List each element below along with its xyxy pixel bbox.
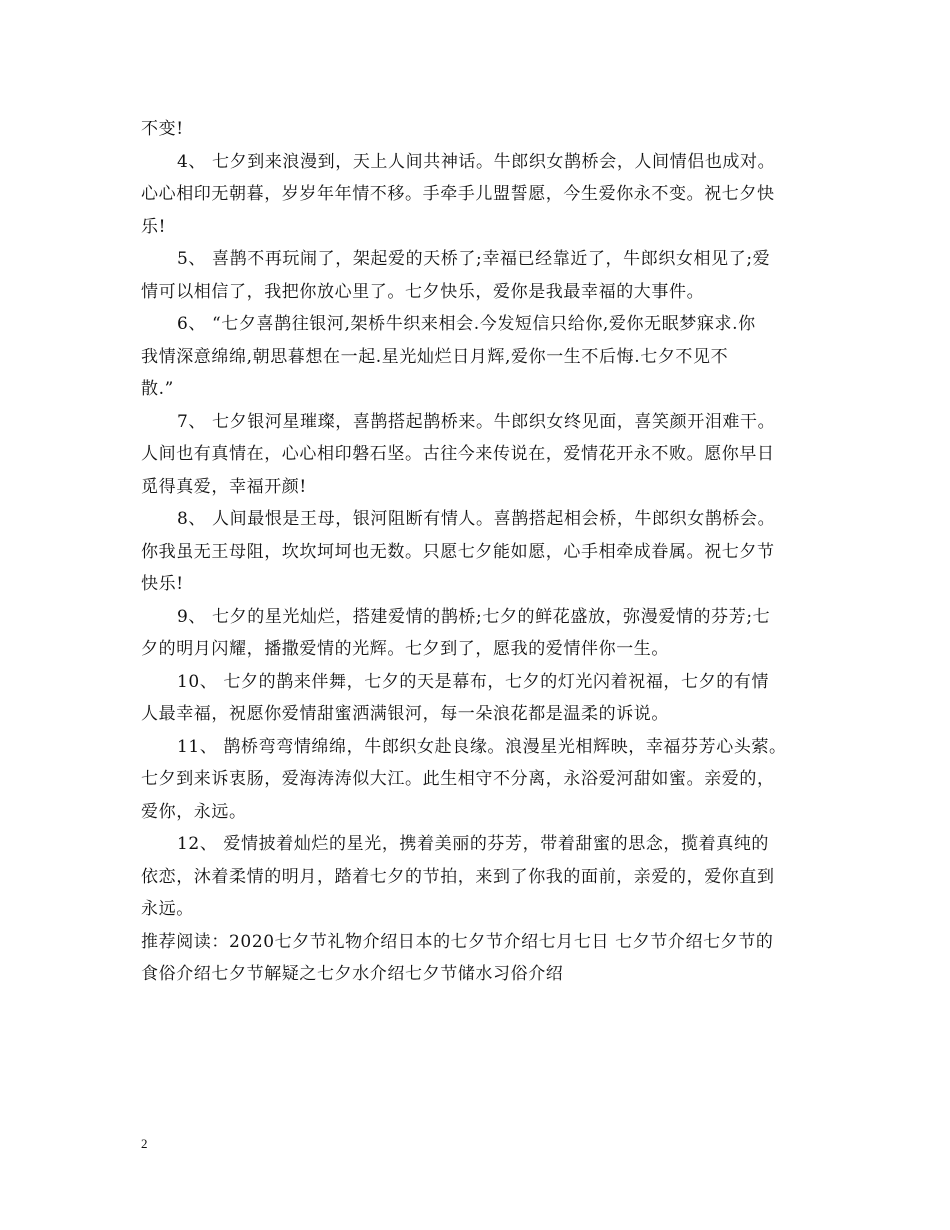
text-line: 爱你，永远。 xyxy=(141,801,247,822)
text-line: 快乐! xyxy=(141,574,184,594)
recommended-reading-line: 推荐阅读：2020七夕节礼物介绍日本的七夕节介绍七月七日 七夕节介绍七夕节的 xyxy=(141,931,774,952)
text-line: 乐! xyxy=(141,216,167,237)
text-line: 七夕到来诉衷肠，爱海涛涛似大江。此生相守不分离，永浴爱河甜如蜜。亲爱的， xyxy=(141,769,775,789)
text-line: 4、 七夕到来浪漫到，天上人间共神话。牛郎织女鹊桥会，人间情侣也成对。 xyxy=(177,151,776,172)
text-line: 10、 七夕的鹊来伴舞，七夕的天是幕布，七夕的灯光闪着祝福，七夕的有情 xyxy=(177,671,770,692)
text-line: 11、 鹊桥弯弯情绵绵，牛郎织女赴良缘。浪漫星光相辉映，幸福芬芳心头萦。 xyxy=(177,736,787,757)
text-line: 12、 爱情披着灿烂的星光，携着美丽的芬芳，带着甜蜜的思念，揽着真纯的 xyxy=(177,834,770,854)
text-line: 人最幸福，祝愿你爱情甜蜜洒满银河，每一朵浪花都是温柔的诉说。 xyxy=(141,704,669,724)
text-line: 6、 “七夕喜鹊往银河,架桥牛织来相会.今发短信只给你,爱你无眠梦寐求.你 xyxy=(177,314,756,334)
text-line: 情可以相信了，我把你放心里了。七夕快乐，爱你是我最幸福的大事件。 xyxy=(141,281,705,302)
text-line: 依恋，沐着柔情的明月，踏着七夕的节拍，来到了你我的面前，亲爱的，爱你直到 xyxy=(141,866,775,887)
text-line: 7、 七夕银河星璀璨，喜鹊搭起鹊桥来。牛郎织女终见面，喜笑颜开泪难干。 xyxy=(177,411,776,432)
text-line: 夕的明月闪耀，播撒爱情的光辉。七夕到了，愿我的爱情伴你一生。 xyxy=(141,639,669,659)
text-line: 人间也有真情在，心心相印磐石坚。古往今来传说在，爱情花开永不败。愿你早日 xyxy=(141,444,775,464)
text-line: 8、 人间最恨是王母，银河阻断有情人。喜鹊搭起相会桥，牛郎织女鹊桥会。 xyxy=(177,509,776,529)
text-line: 觅得真爱，幸福开颜! xyxy=(141,476,307,497)
document-body xyxy=(141,113,813,991)
page-number: 2 xyxy=(141,1136,148,1151)
text-line: 散.” xyxy=(141,379,174,399)
text-line: 9、 七夕的星光灿烂，搭建爱情的鹊桥;七夕的鲜花盛放，弥漫爱情的芬芳;七 xyxy=(177,606,771,627)
text-line: 你我虽无王母阻，坎坎坷坷也无数。只愿七夕能如愿，心手相牵成眷属。祝七夕节 xyxy=(141,541,775,562)
text-line: 心心相印无朝暮，岁岁年年情不移。手牵手儿盟誓愿，今生爱你永不变。祝七夕快 xyxy=(141,184,775,204)
text-line: 永远。 xyxy=(141,899,194,919)
text-line: 我情深意绵绵,朝思暮想在一起.星光灿烂日月辉,爱你一生不后悔.七夕不见不 xyxy=(141,346,729,367)
recommended-reading-line: 食俗介绍七夕节解疑之七夕水介绍七夕节储水习俗介绍 xyxy=(141,964,564,984)
text-line: 不变! xyxy=(141,119,184,139)
text-line: 5、 喜鹊不再玩闹了，架起爱的天桥了;幸福已经靠近了，牛郎织女相见了;爱 xyxy=(177,249,771,269)
